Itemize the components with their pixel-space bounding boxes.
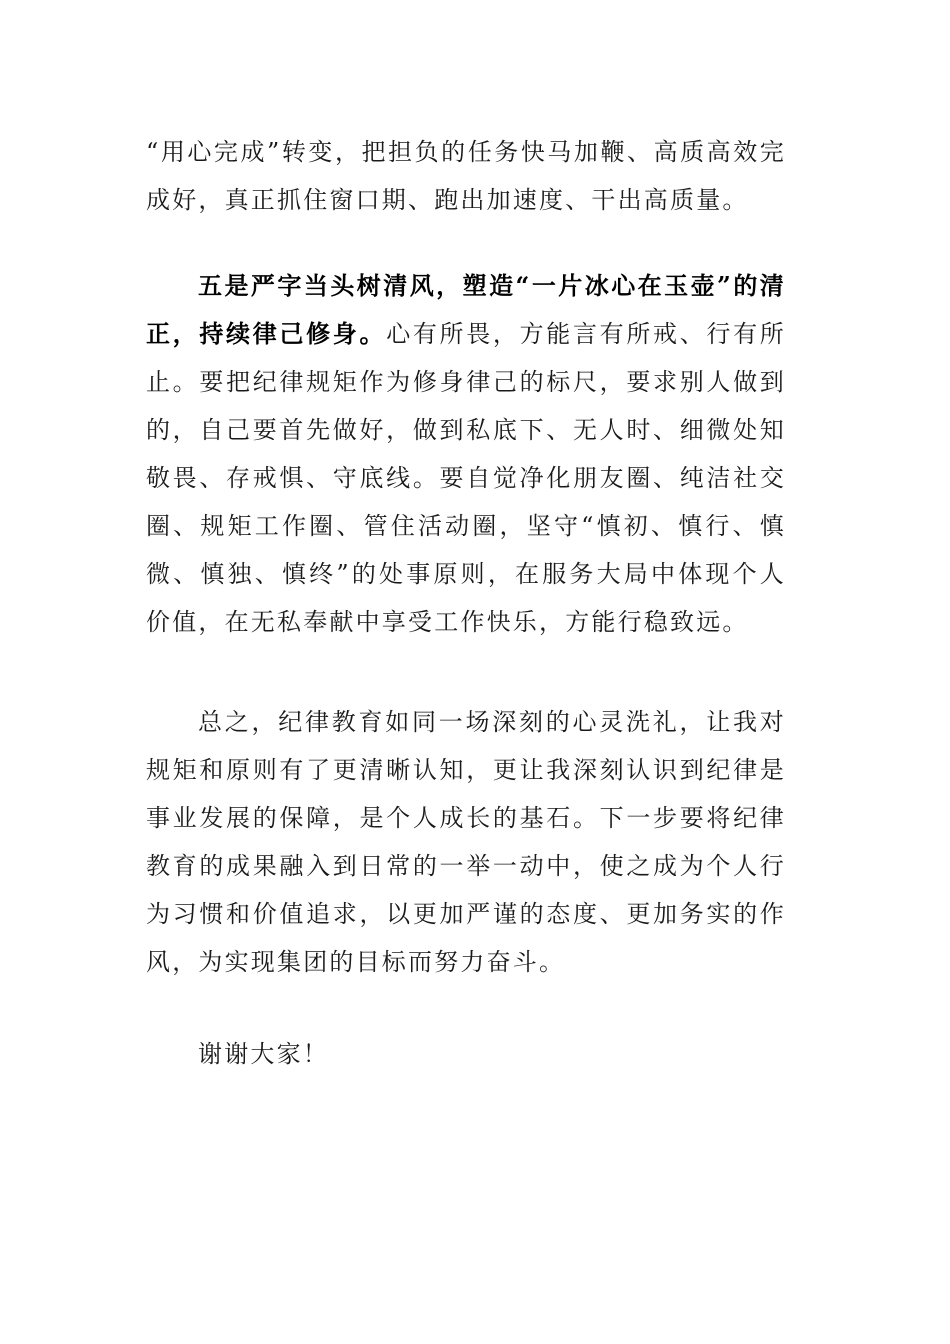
paragraph-summary [146, 698, 786, 986]
paragraph-text [146, 262, 786, 646]
paragraph-bold-lead: 五是严字当头树清风，塑造“一片冰心在玉壶”的清正，持续律己修身。 [146, 271, 786, 348]
paragraph-text: 总之，纪律教育如同一场深刻的心灵洗礼，让我对规矩和原则有了更清晰认知，更让我深刻认识到纪律是事业发展的保障，是个人成长的基石。下一步要将纪律教育的成果融入到日常的一举一动中，使之成为个人行为习惯和价值追求，以更加严谨的态度、更加务实的作风，为实现集团的目标而努力奋斗。 [146, 708, 786, 976]
paragraph-continuation [146, 128, 786, 224]
closing-line [146, 1030, 786, 1078]
paragraph-body: 心有所畏，方能言有所戒、行有所止。要把纪律规矩作为修身律己的标尺，要求别人做到的，自己要首先做好，做到私底下、无人时、细微处知敬畏、存戒惧、守底线。要自觉净化朋友圈、纯洁社交圈、规矩工作圈、管住活动圈，坚守“慎初、慎行、慎微、慎独、慎终”的处事原则，在服务大局中体现个人价值，在无私奉献中享受工作快乐，方能行稳致远。 [146, 320, 786, 636]
paragraph-discipline [146, 262, 786, 646]
paragraph-text: “用心完成”转变，把担负的任务快马加鞭、高质高效完成好，真正抓住窗口期、跑出加速度、干出高质量。 [146, 138, 786, 214]
closing-text: 谢谢大家！ [198, 1040, 329, 1068]
